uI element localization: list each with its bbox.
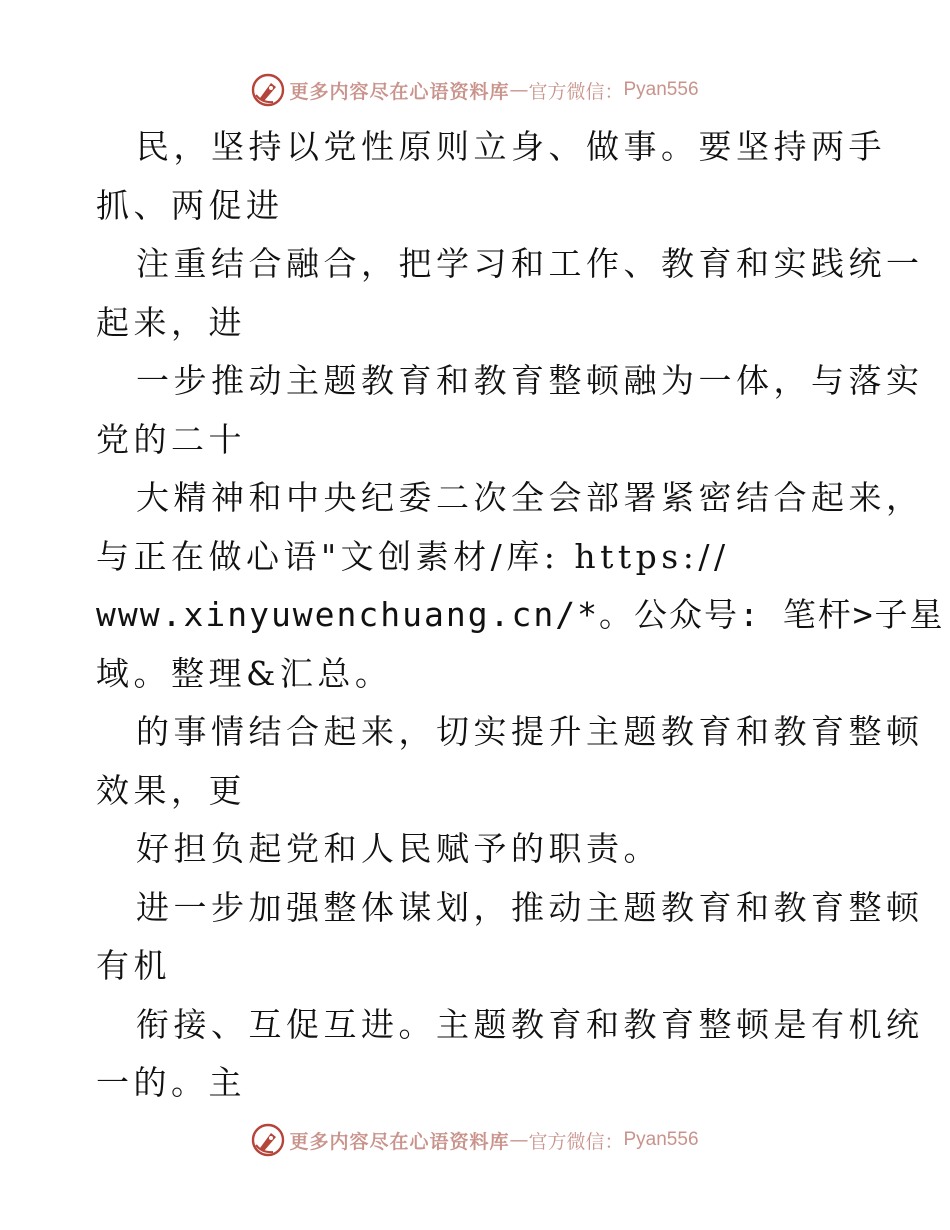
banner-title: 更多内容尽在心语资料库 bbox=[289, 80, 510, 103]
pen-nib-logo-icon bbox=[251, 1123, 285, 1157]
body-line: 好担负起党和人民赋予的职责。 bbox=[136, 829, 661, 868]
body-line: 的事情结合起来，切实提升主题教育和教育整顿 bbox=[136, 712, 924, 751]
footer-banner-wechat-label: 官方微信： bbox=[528, 1130, 624, 1153]
body-line: 效果，更 bbox=[96, 770, 246, 810]
footer-banner-wechat-id: Pyan556 bbox=[623, 1129, 699, 1150]
pen-nib-logo-icon bbox=[251, 73, 285, 107]
banner-separator: — bbox=[509, 79, 529, 101]
body-line: 衔接、互促互进。主题教育和教育整顿是有机统 bbox=[136, 1004, 924, 1044]
banner-wechat-label: 官方微信： bbox=[528, 80, 624, 103]
body-line: 抓、两促进 bbox=[96, 185, 284, 225]
body-line: 民，坚持以党性原则立身、做事。要坚持两手 bbox=[136, 127, 886, 166]
body-line: 一的。主 bbox=[96, 1063, 246, 1102]
footer-banner-title: 更多内容尽在心语资料库 bbox=[289, 1130, 510, 1153]
body-line: 注重结合融合，把学习和工作、教育和实践统一 bbox=[136, 244, 924, 283]
header-banner bbox=[0, 70, 950, 110]
body-line: 域。整理&汇总。 bbox=[96, 653, 393, 693]
body-line: 进一步加强整体谋划，推动主题教育和教育整顿 bbox=[136, 887, 924, 927]
body-line: 与正在做心语"文创素材/库: https:// bbox=[96, 536, 730, 576]
footer-banner-separator: — bbox=[509, 1129, 529, 1151]
banner-wechat-id: Pyan556 bbox=[623, 79, 699, 100]
body-line: 有机 bbox=[96, 946, 171, 985]
footer-banner bbox=[0, 1120, 950, 1160]
body-line: 一步推动主题教育和教育整顿融为一体，与落实 bbox=[136, 361, 924, 400]
body-line: 起来，进 bbox=[96, 302, 246, 342]
body-line: 大精神和中央纪委二次全会部署紧密结合起来， bbox=[136, 478, 924, 517]
body-line: 党的二十 bbox=[96, 419, 246, 459]
document-body bbox=[96, 118, 945, 1113]
body-line: www.xinyuwenchuang.cn/*。公众号: 笔杆>子星 bbox=[96, 595, 945, 634]
